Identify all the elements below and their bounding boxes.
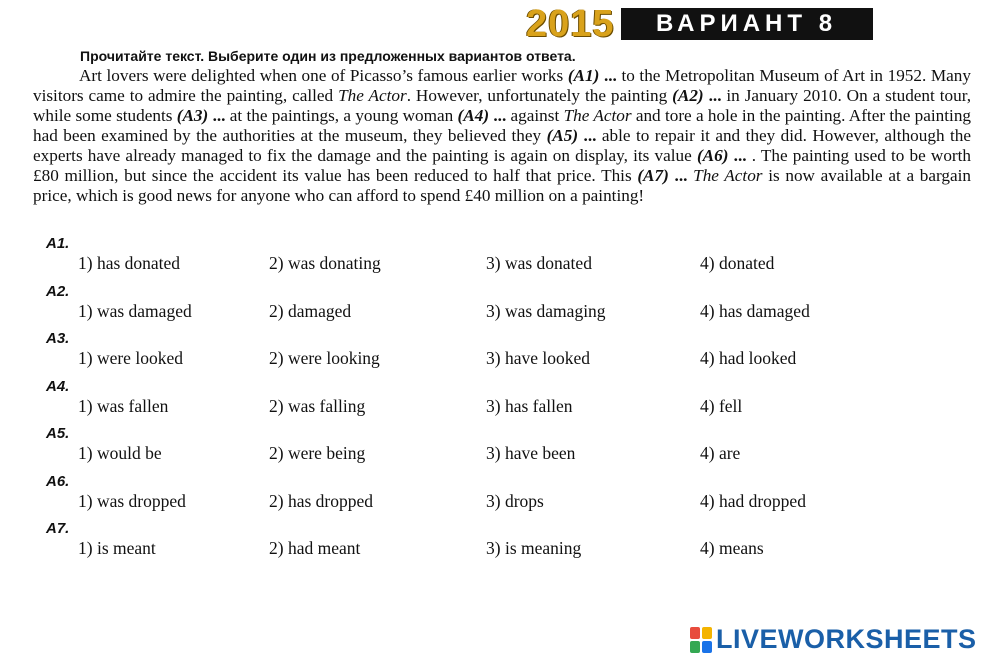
answer-option[interactable]: 4) are — [700, 443, 741, 463]
question-label: A2. — [46, 282, 70, 300]
answer-option[interactable]: 3) have been — [486, 443, 576, 463]
answer-option[interactable]: 3) is meaning — [486, 538, 582, 558]
question-label: A3. — [46, 330, 70, 347]
question-label: A7. — [46, 520, 70, 537]
liveworksheets-logo — [690, 624, 977, 655]
answer-option[interactable]: 2) was donating — [269, 253, 381, 273]
answer-option[interactable]: 1) was damaged — [78, 300, 192, 321]
question-label: A1. — [46, 235, 70, 252]
answer-option[interactable]: 1) were looked — [78, 348, 183, 368]
answer-option[interactable]: 4) had dropped — [700, 490, 806, 511]
instruction-text: Прочитайте текст. Выберите один из предложенных вариантов ответа. — [80, 48, 576, 64]
answer-option[interactable]: 1) was dropped — [78, 490, 186, 511]
answer-option[interactable]: 1) is meant — [78, 538, 156, 558]
answer-option[interactable]: 3) was donated — [486, 253, 592, 273]
answer-option[interactable]: 4) had looked — [700, 348, 797, 368]
answer-option[interactable]: 2) were being — [269, 443, 366, 463]
answer-option[interactable]: 2) had meant — [269, 538, 361, 558]
question-label: A6. — [46, 472, 70, 490]
answer-option[interactable]: 2) damaged — [269, 300, 352, 321]
reading-passage: Art lovers were delighted when one of Picasso’s famous earlier works (A1) ... to the Metropolitan Museum of Art in 1952. Many visitors came to admire the painting, called The Actor. However, unfortunately the painting (A2) ... in January 2010. On a student tour, while some students (A3) ... at the paintings, a young woman (A4) ... against The Actor and tore a hole in the painting. After the painting had been examined by the authorities at the museum, they believed they (A5) ... able to repair it and they did. However, although the experts have already managed to fix the damage and the painting is again on display, its value (A6) ... . The painting used to be worth £80 million, but since the accident its value has been reduced to half that price. This (A7) ... The Actor is now available at a bargain price, which is good news for anyone who can afford to spend £40 million on a painting! — [33, 66, 972, 205]
page-header — [526, 3, 873, 45]
logo-text: LIVEWORKSHEETS — [716, 624, 977, 654]
variant-banner: ВАРИАНТ 8 — [621, 8, 873, 40]
answer-option[interactable]: 2) has dropped — [269, 490, 374, 511]
answer-option[interactable]: 1) would be — [78, 443, 162, 463]
answer-option[interactable]: 3) has fallen — [486, 395, 573, 416]
answer-option[interactable]: 3) drops — [486, 490, 544, 511]
question-label: A5. — [46, 425, 70, 442]
answer-option[interactable]: 2) were looking — [269, 348, 380, 368]
answer-option[interactable]: 3) was damaging — [486, 300, 606, 321]
answer-option[interactable]: 3) have looked — [486, 348, 590, 368]
liveworksheets-logo-icon — [690, 627, 712, 653]
answer-option[interactable]: 4) donated — [700, 253, 775, 273]
answer-option[interactable]: 1) was fallen — [78, 395, 169, 416]
answer-option[interactable]: 4) has damaged — [700, 300, 810, 321]
answer-option[interactable]: 4) fell — [700, 395, 743, 416]
answer-option[interactable]: 2) was falling — [269, 395, 366, 416]
year-label: 2015 — [526, 3, 615, 45]
answer-option[interactable]: 1) has donated — [78, 253, 181, 273]
question-label: A4. — [46, 377, 70, 395]
answer-option[interactable]: 4) means — [700, 538, 764, 558]
